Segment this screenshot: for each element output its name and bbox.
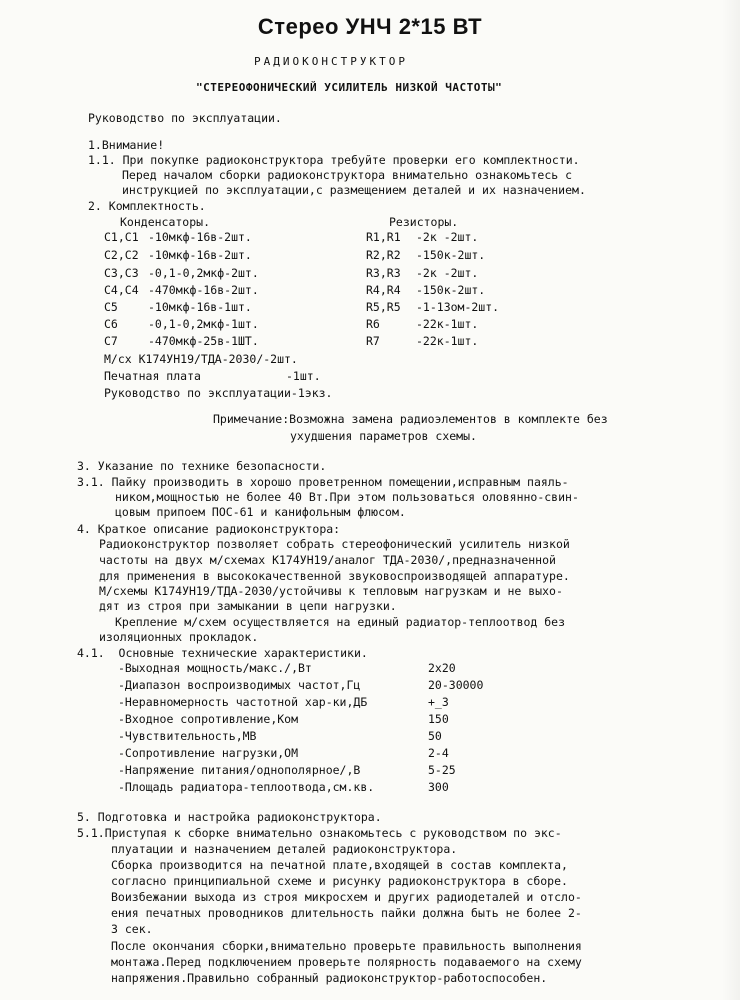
section-4-line: изоляционных прокладок. xyxy=(99,630,259,644)
resistor-value: -22к-1шт. xyxy=(416,317,479,331)
capacitor-ref: C5 xyxy=(104,300,118,314)
capacitor-ref: C6 xyxy=(104,317,118,331)
resistor-value: -2к -2шт. xyxy=(416,230,479,244)
section-5-line: 3 сек. xyxy=(111,922,153,936)
section-5-line: напряжения.Правильно собранный радиоконструктор-работоспособен. xyxy=(111,971,548,985)
spec-label: -Сопротивление нагрузки,ОМ xyxy=(118,746,299,760)
resistor-value: -150к-2шт. xyxy=(416,248,486,262)
manual-heading: Руководство по эксплуатации. xyxy=(88,111,282,125)
ic-item: М/сх К174УН19/ТДА-2030/-2шт. xyxy=(104,352,298,366)
section-5-line: 5.1.Приступая к сборке внимательно ознакомьтесь с руководством по экс- xyxy=(77,826,562,840)
spec-value: 50 xyxy=(428,729,442,743)
capacitor-value: -470мкф-16в-2шт. xyxy=(148,283,259,297)
section-5-line: согласно принципиальной схеме и рисунку радиоконструктора в сборе. xyxy=(111,874,568,888)
page-title: Стерео УНЧ 2*15 ВТ xyxy=(257,14,483,39)
spec-value: 5-25 xyxy=(428,763,456,777)
capacitor-ref: C2,C2 xyxy=(104,248,139,262)
resistor-value: -2к -2шт. xyxy=(416,266,479,280)
section-5-line: плуатации и назначением деталей радиоконструктора. xyxy=(111,842,458,856)
spec-value: 2-4 xyxy=(428,746,449,760)
pcb-item-qty: -1шт. xyxy=(286,369,321,383)
specs-heading: 4.1. Основные технические характеристики. xyxy=(77,646,368,660)
spec-label: -Напряжение питания/однополярное/,В xyxy=(118,763,361,777)
spec-label: -Чувствительность,МВ xyxy=(118,729,257,743)
spec-value: 150 xyxy=(428,712,449,726)
spec-value: 20-30000 xyxy=(428,678,484,692)
resistor-value: -22к-1шт. xyxy=(416,334,479,348)
spec-value: 2х20 xyxy=(428,661,456,675)
spec-label: -Входное сопротивление,Ком xyxy=(118,712,299,726)
capacitors-heading: Конденсаторы. xyxy=(120,215,211,229)
section-4-line: Радиоконструктор позволяет собрать стереофонический усилитель низкой xyxy=(99,537,570,551)
section-3-heading: 3. Указание по технике безопасности. xyxy=(77,459,327,473)
capacitor-ref: C4,C4 xyxy=(104,283,139,297)
capacitor-value: -10мкф-16в-2шт. xyxy=(148,248,252,262)
resistor-ref: R6 xyxy=(366,317,380,331)
section-3-line: 3.1. Пайку производить в хорошо проветренном помещении,исправным паяль- xyxy=(77,475,569,489)
capacitor-value: -0,1-0,2мкф-2шт. xyxy=(148,266,259,280)
capacitor-value: -470мкф-25в-1ШТ. xyxy=(148,334,259,348)
capacitor-value: -10мкф-16в-2шт. xyxy=(148,230,252,244)
section-4-line: М/схемы К174УН19/ТДА-2030/устойчивы к тепловым нагрузкам и не выхо- xyxy=(99,584,563,598)
section-5-line: Сборка производится на печатной плате,входящей в состав комплекта, xyxy=(111,858,568,872)
section-4-line: для применения в высококачественной звуковоспроизводящей аппаратуре. xyxy=(99,569,570,583)
manual-item: Руководство по эксплуатации-1экз. xyxy=(104,386,333,400)
section-1-line: 1.1. При покупке радиоконструктора требуйте проверки его комплектности. xyxy=(88,153,580,167)
note-line: Примечание:Возможна замена радиоэлементов в комплекте без xyxy=(213,412,608,426)
section-1-line: инструкцией по эксплуатации,с размещением деталей и их назначением. xyxy=(122,183,586,197)
resistors-heading: Резисторы. xyxy=(389,215,459,229)
spec-label: -Диапазон воспроизводимых частот,Гц xyxy=(118,678,361,692)
resistor-value: -1-13ом-2шт. xyxy=(416,300,500,314)
capacitor-ref: C1,C1 xyxy=(104,230,139,244)
resistor-ref: R2,R2 xyxy=(366,248,401,262)
section-1-line: Перед началом сборки радиоконструктора внимательно ознакомьтесь с xyxy=(122,168,573,182)
resistor-ref: R4,R4 xyxy=(366,283,401,297)
section-5-heading: 5. Подготовка и настройка радиоконструктора. xyxy=(77,810,382,824)
resistor-value: -150к-2шт. xyxy=(416,283,486,297)
section-4-line: дят из строя при замыкании в цепи нагрузки. xyxy=(99,599,397,613)
section-4-heading: 4. Краткое описание радиоконструктора: xyxy=(77,522,341,536)
section-4-line: частоты на двух м/схемах К174УН19/аналог ТДА-2030/,предназначенной xyxy=(99,553,556,567)
spec-label: -Площадь радиатора-теплоотвода,см.кв. xyxy=(118,780,375,794)
capacitor-value: -0,1-0,2мкф-1шт. xyxy=(148,317,259,331)
document-subtitle: РАДИОКОНСТРУКТОР xyxy=(254,55,408,68)
section-5-line: ения печатных проводников длительность пайки должна быть не более 2- xyxy=(111,906,582,920)
section-5-line: Воизбежании выхода из строя микросхем и других радиодеталей и отсло- xyxy=(111,890,582,904)
capacitor-value: -10мкф-16в-1шт. xyxy=(148,300,252,314)
spec-label: -Выходная мощность/макс./,Вт xyxy=(118,661,312,675)
resistor-ref: R5,R5 xyxy=(366,300,401,314)
spec-label: -Неравномерность частотной хар-ки,ДБ xyxy=(118,695,368,709)
section-1-heading: 1.Внимание! xyxy=(88,138,165,152)
product-name: "СТЕРЕОФОНИЧЕСКИЙ УСИЛИТЕЛЬ НИЗКОЙ ЧАСТОТЫ" xyxy=(196,81,503,94)
section-4-line: Крепление м/схем осуществляется на единый радиатор-теплоотвод без xyxy=(115,615,566,629)
resistor-ref: R3,R3 xyxy=(366,266,401,280)
pcb-item-label: Печатная плата xyxy=(104,369,201,383)
section-5-line: После окончания сборки,внимательно проверьте правильность выполнения xyxy=(111,939,582,953)
scan-shadow xyxy=(722,0,740,1000)
section-3-line: ником,мощностью не более 40 Вт.При этом пользоваться оловянно-свин- xyxy=(115,490,579,504)
resistor-ref: R1,R1 xyxy=(366,230,401,244)
section-5-line: монтажа.Перед подключением проверьте полярность подаваемого на схему xyxy=(111,955,582,969)
note-line: ухудшения параметров схемы. xyxy=(290,429,477,443)
spec-value: 300 xyxy=(428,780,449,794)
spec-value: +_3 xyxy=(428,695,449,709)
capacitor-ref: C7 xyxy=(104,334,118,348)
section-2-heading: 2. Комплектность. xyxy=(88,199,206,213)
resistor-ref: R7 xyxy=(366,334,380,348)
section-3-line: цовым припоем ПОС-61 и канифольным флюсом. xyxy=(115,505,406,519)
capacitor-ref: C3,C3 xyxy=(104,266,139,280)
